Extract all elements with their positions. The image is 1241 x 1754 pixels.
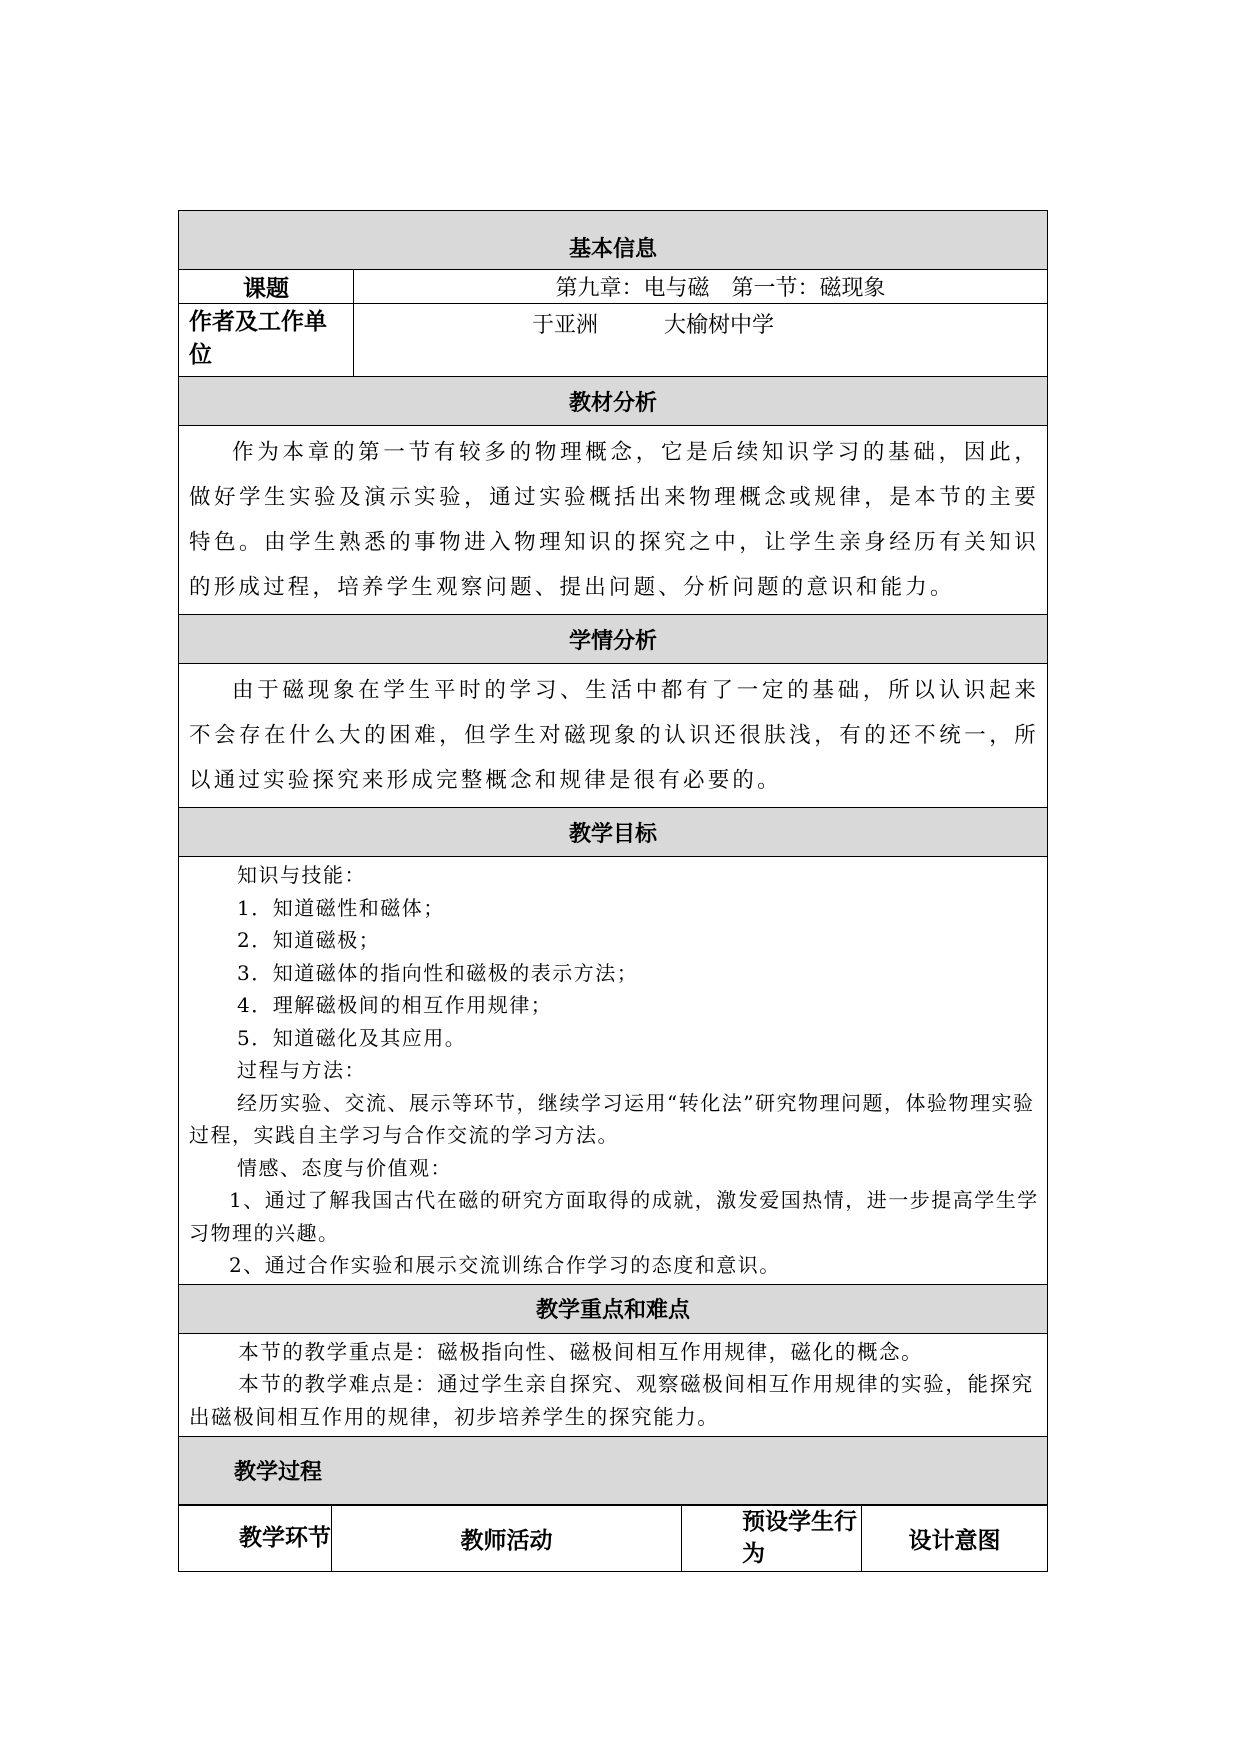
column-header-student-behavior: 预设学生行为 — [682, 1505, 862, 1572]
process-columns-table — [178, 1504, 1048, 1572]
knowledge-title: 知识与技能： — [237, 863, 366, 887]
topic-value: 第九章：电与磁 第一节：磁现象 — [354, 270, 1048, 304]
student-analysis-heading: 学情分析 — [179, 615, 1048, 664]
objectives-body — [179, 857, 1048, 1285]
emotion-item: 2、通过合作实验和展示交流训练合作学习的态度和意识。 — [229, 1253, 781, 1277]
author-value: 于亚洲 大榆树中学 — [532, 313, 775, 338]
column-header-design-intent: 设计意图 — [862, 1505, 1048, 1572]
material-analysis-text: 作为本章的第一节有较多的物理概念，它是后续知识学习的基础，因此，做好学生实验及演示实验，通过实验概括出来物理概念或规律，是本节的主要特色。由学生熟悉的事物进入物理知识的探究之中，让学生亲身经历有关知识的形成过程，培养学生观察问题、提出问题、分析问题的意识和能力。 — [189, 440, 1040, 600]
column-header-teacher-activity: 教师活动 — [332, 1505, 682, 1572]
key-point-text: 本节的教学重点是：磁极指向性、磁极间相互作用规律，磁化的概念。 — [238, 1339, 924, 1364]
process-method-text: 经历实验、交流、展示等环节，继续学习运用“转化法”研究物理问题，体验物理实验过程，实践自主学习与合作交流的学习方法。 — [189, 1090, 1035, 1147]
key-points-heading: 教学重点和难点 — [179, 1284, 1048, 1333]
objectives-heading: 教学目标 — [179, 808, 1048, 857]
emotion-title: 情感、态度与价值观： — [237, 1155, 452, 1180]
student-analysis-text: 由于磁现象在学生平时的学习、生活中都有了一定的基础，所以认识起来不会存在什么大的困难，但学生对磁现象的认识还很肤浅，有的还不统一，所以通过实验探究来形成完整概念和规律是很有必要的。 — [189, 678, 1040, 793]
knowledge-item: 2．知道磁极； — [237, 928, 381, 952]
key-points-body — [179, 1333, 1048, 1436]
difficult-point-text: 本节的教学难点是：通过学生亲自探究、观察磁极间相互作用规律的实验，能探究出磁极间相互作用的规律，初步培养学生的探究能力。 — [189, 1372, 1034, 1429]
emotion-item: 1、通过了解我国古代在磁的研究方面取得的成就，激发爱国热情，进一步提高学生学习物理的兴趣。 — [189, 1188, 1039, 1245]
column-header-stage: 教学环节 — [179, 1505, 332, 1572]
knowledge-item: 1．知道磁性和磁体； — [237, 895, 445, 920]
lesson-plan-table — [178, 210, 1048, 1506]
material-analysis-heading: 教材分析 — [179, 377, 1048, 426]
knowledge-item: 4．理解磁极间的相互作用规律； — [237, 993, 553, 1017]
author-label: 作者及工作单位 — [179, 304, 354, 377]
author-value-cell — [354, 304, 1048, 377]
student-analysis-body — [179, 664, 1048, 808]
lesson-plan-document — [178, 210, 1047, 1572]
teaching-process-heading: 教学过程 — [179, 1436, 1048, 1505]
process-method-title: 过程与方法： — [237, 1058, 366, 1082]
basic-info-heading: 基本信息 — [179, 211, 1048, 270]
knowledge-item: 5．知道磁化及其应用。 — [237, 1025, 467, 1050]
topic-label: 课题 — [179, 270, 354, 304]
material-analysis-body — [179, 426, 1048, 615]
knowledge-item: 3．知道磁体的指向性和磁极的表示方法； — [237, 960, 639, 985]
